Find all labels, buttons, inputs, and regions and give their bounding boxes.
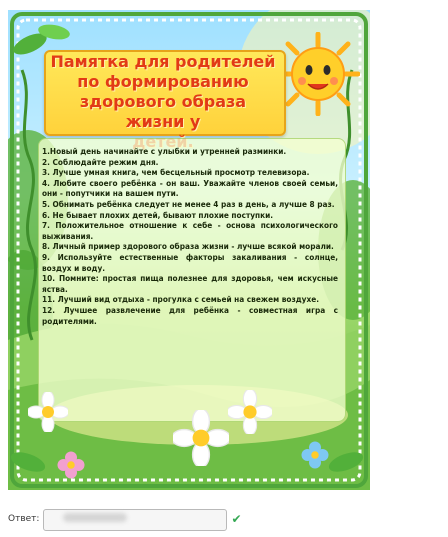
- flower-icon: [173, 410, 229, 466]
- tip-item: 12. Лучшее развлечение для ребёнка - совместная игра с родителями.: [42, 304, 338, 326]
- poster-image: [8, 10, 370, 490]
- flower-icon: [56, 450, 86, 480]
- answer-row: [8, 505, 243, 533]
- tip-item: 10. Помните: простая пища полезнее для здоровья, чем искусные яства.: [42, 273, 338, 294]
- tip-item: 11. Лучший вид отдыха - прогулка с семьей на свежем воздухе.: [42, 294, 320, 305]
- tips-list: [42, 146, 338, 326]
- poster-title: Памятка для родителей по формированию здорового образа жизни у: [50, 52, 276, 131]
- tip-item: 9. Используйте естественные факторы закаливания - солнце, воздух и воду.: [42, 251, 338, 273]
- check-icon: ✔: [231, 512, 242, 526]
- tip-item: 1.Новый день начинайте с улыбки и утренней разминки.: [42, 146, 287, 156]
- poster-content: [8, 10, 370, 490]
- tip-item: 2. Соблюдайте режим дня.: [42, 156, 159, 167]
- tip-item: 6. Не бывает плохих детей, бывают плохие поступки.: [42, 209, 274, 220]
- tip-item: 3. Лучше умная книга, чем бесцельный просмотр телевизора.: [42, 167, 310, 178]
- redacted-answer: [63, 513, 127, 522]
- flower-icon: [228, 390, 272, 434]
- answer-label: Ответ:: [8, 514, 40, 524]
- tip-item: 5. Обнимать ребёнка следует не менее 4 раз в день, а лучше 8 раз.: [42, 198, 335, 209]
- answer-field-wrap: [43, 507, 227, 531]
- tip-item: 8. Личный пример здорового образа жизни - лучше всякой морали.: [42, 241, 334, 252]
- tip-item: 7. Положительное отношение к себе - основа психологического выживания.: [42, 220, 338, 241]
- flower-icon: [300, 440, 330, 470]
- flower-icon: [28, 392, 68, 432]
- sun-icon: [276, 32, 360, 116]
- tip-item: 4. Любите своего ребёнка - он ваш. Уважайте членов своей семьи, они - попутчики на вашем пути.: [42, 177, 338, 199]
